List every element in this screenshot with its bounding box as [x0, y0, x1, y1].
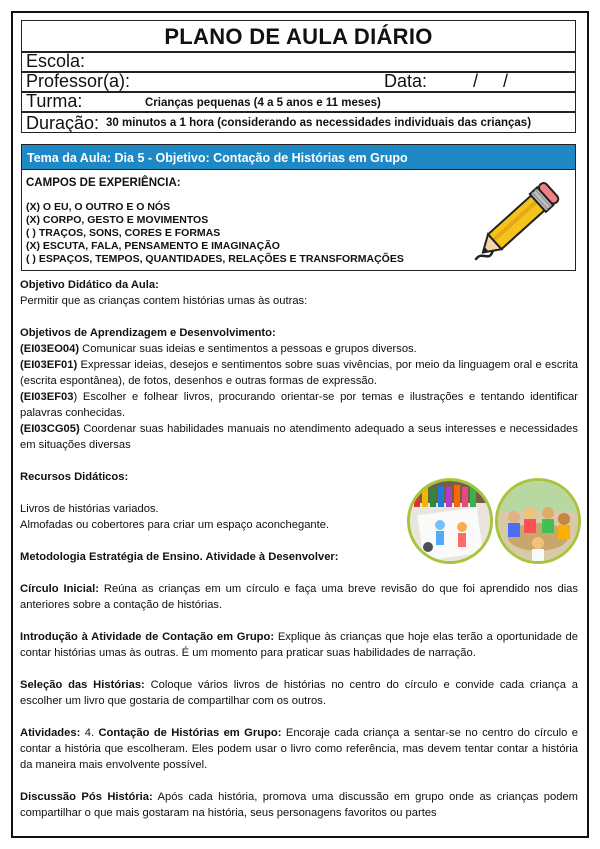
circulo-text: Reúna as crianças em um círculo e faça uma breve revisão do que foi aprendido nos dias anteriores sobre a contação de histórias. [20, 583, 578, 611]
objetivo-didatico-heading: Objetivo Didático da Aula: [20, 279, 159, 291]
professor-label: Professor(a): [26, 71, 131, 91]
introducao [20, 629, 578, 661]
discussao-text: Após cada história, promova uma discussão em grupo onde as crianças podem compartilhar o que mais gostaram na história, seus personagens favoritos ou partes [20, 791, 579, 819]
objetivo-item [20, 421, 578, 453]
objetivos-heading: Objetivos de Aprendizagem e Desenvolvimento: [20, 327, 276, 339]
turma-value: Crianças pequenas (4 a 5 anos e 11 meses) [145, 97, 381, 109]
atividades-label: Atividades: [20, 727, 81, 739]
campos-title: CAMPOS DE EXPERIÊNCIA: [26, 177, 181, 189]
children-drawing-photo [407, 478, 493, 564]
atividades [20, 725, 578, 773]
atividades-text: Encoraje cada criança a sentar-se no centro do círculo e contar a história que escolheram. Eles podem usar o livro como referência, mas devem tentar contar a história da maneira mais envolvente possível. [20, 727, 579, 771]
objetivo-text: ) Escolher e folhear livros, procurando orientar-se por temas e ilustrações e tentando identificar palavras conhecidas. [20, 391, 578, 419]
campo-item: (X) O EU, O OUTRO E O NÓS [26, 201, 171, 213]
lesson-content [20, 277, 578, 821]
objetivo-item [20, 357, 578, 389]
objetivo-code: (EI03EF03 [20, 391, 74, 403]
duracao-label: Duração: [26, 113, 100, 133]
objetivo-didatico-text: Permitir que as crianças contem histórias umas às outras: [20, 295, 308, 307]
campo-item: ( ) TRAÇOS, SONS, CORES E FORMAS [26, 227, 221, 239]
recurso-item: Livros de histórias variados. [20, 503, 159, 515]
data-value: / / [473, 71, 509, 91]
objetivo-code: (EI03EF01) [20, 359, 78, 371]
atividades-sub: Contação de Histórias em Grupo: [98, 727, 282, 739]
discussao [20, 789, 578, 821]
objetivo-item [20, 389, 578, 421]
selecao-historias [20, 677, 578, 709]
introducao-label: Introdução à Atividade de Contação em Grupo: [20, 631, 275, 643]
turma-row [21, 92, 576, 112]
duracao-value: 30 minutos a 1 hora (considerando as necessidades individuais das crianças) [106, 117, 532, 129]
turma-label: Turma: [26, 91, 83, 111]
atividades-num: 4. [80, 727, 99, 739]
objetivo-text: Coordenar suas habilidades manuais no atendimento adequado a seus interesses e necessidades em situações diversas [20, 423, 578, 451]
selecao-text: Coloque vários livros de histórias no centro do círculo e convide cada criança a escolher um livro que gostaria de compartilhar com os outros. [20, 679, 578, 707]
duracao-row [21, 112, 576, 133]
campos-list [26, 201, 404, 266]
escola-row [21, 52, 576, 72]
data-label: Data: [384, 71, 428, 91]
objetivo-code: (EI03CG05) [20, 423, 80, 435]
recurso-item: Almofadas ou cobertores para criar um espaço aconchegante. [20, 519, 330, 531]
circulo-inicial [20, 581, 578, 613]
campo-item: ( ) ESPAÇOS, TEMPOS, QUANTIDADES, RELAÇÕES E TRANSFORMAÇÕES [26, 253, 404, 265]
objetivo-text: Comunicar suas ideias e sentimentos a pessoas e grupos diversos. [79, 343, 417, 355]
campo-item: (X) CORPO, GESTO E MOVIMENTOS [26, 214, 209, 226]
introducao-text: Explique às crianças que hoje elas terão a oportunidade de contar histórias umas às outras. É um momento para praticar suas habilidades de narração. [20, 631, 579, 659]
circulo-label: Círculo Inicial: [20, 583, 99, 595]
page-title: PLANO DE AULA DIÁRIO [21, 20, 576, 52]
selecao-label: Seleção das Histórias: [20, 679, 145, 691]
tema-bar: Tema da Aula: Dia 5 - Objetivo: Contação de Histórias em Grupo [21, 144, 576, 170]
objetivo-text: Expressar ideias, desejos e sentimentos sobre suas vivências, por meio da linguagem oral e escrita (escrita espontânea), de fotos, desenhos e outras formas de expressão. [20, 359, 578, 387]
campo-item: (X) ESCUTA, FALA, PENSAMENTO E IMAGINAÇÃO [26, 240, 280, 252]
recursos-heading: Recursos Didáticos: [20, 471, 129, 483]
metodologia-heading: Metodologia Estratégia de Ensino. Atividade à Desenvolver: [20, 551, 339, 563]
objetivo-item [20, 341, 578, 357]
escola-label: Escola: [26, 51, 86, 71]
professor-row [21, 72, 576, 92]
children-circle-photo [495, 478, 581, 564]
pencil-icon [468, 175, 564, 267]
discussao-label: Discussão Pós História: [20, 791, 153, 803]
objetivo-code: (EI03EO04) [20, 343, 80, 355]
